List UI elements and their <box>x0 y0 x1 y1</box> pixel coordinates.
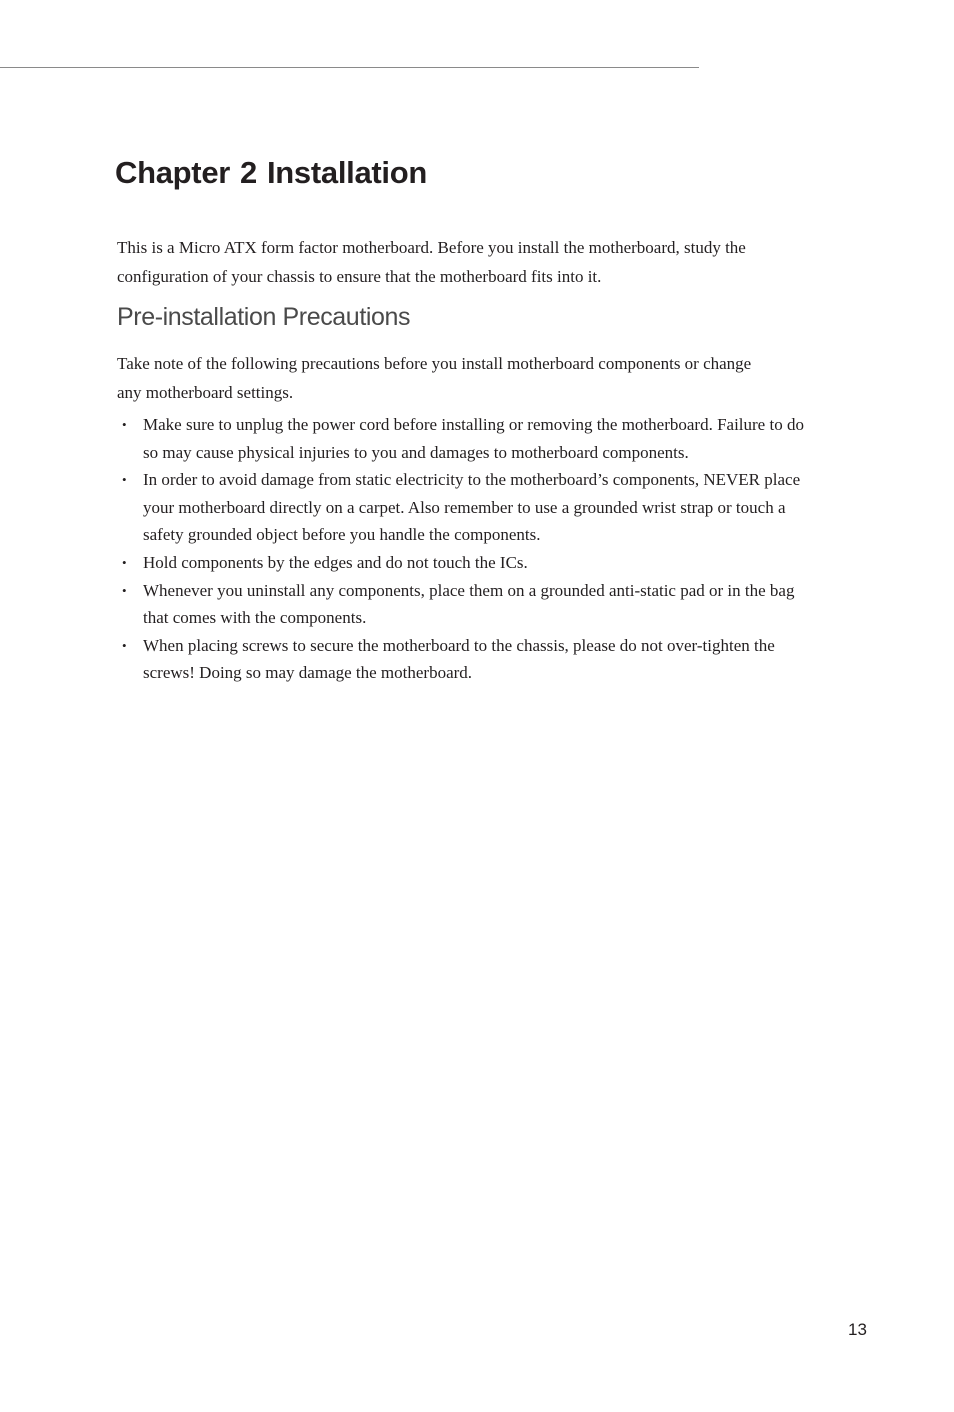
intro-paragraph: This is a Micro ATX form factor motherboard. Before you install the motherboard, study the configuration of your chassis to ensure that the motherboard fits into it. <box>117 238 746 286</box>
list-item <box>117 632 817 687</box>
bullet-icon: • <box>122 637 127 653</box>
bullet-icon: • <box>122 417 127 432</box>
list-item <box>117 411 817 466</box>
section-lead-paragraph: Take note of the following precautions before you install motherboard components or change any motherboard settings. <box>117 354 752 402</box>
header-rule <box>0 67 699 68</box>
list-item-text: In order to avoid damage from static electricity to the motherboard’s components, NEVER place your motherboard directly on a carpet. Also remember to use a grounded wrist strap or touch a safety grounded object before you handle the components. <box>143 470 801 545</box>
section-heading: Pre-installation Precautions <box>117 303 411 331</box>
chapter-number: 2 <box>240 155 257 190</box>
bullet-icon: • <box>122 472 127 488</box>
list-item-text: When placing screws to secure the motherboard to the chassis, please do not over-tighten the screws! Doing so may damage the motherboard. <box>143 635 775 683</box>
page-number: 13 <box>848 1320 867 1339</box>
bullet-icon: • <box>122 582 127 598</box>
list-item-text: Hold components by the edges and do not touch the ICs. <box>143 552 528 572</box>
chapter-name: Installation <box>266 155 428 190</box>
list-item-text: Whenever you uninstall any components, place them on a grounded anti-static pad or in the bag that comes with the components. <box>143 580 795 628</box>
list-item <box>117 466 817 549</box>
precautions-list <box>117 411 817 687</box>
list-item <box>117 577 817 632</box>
bullet-icon: • <box>122 554 127 570</box>
chapter-title <box>115 155 427 191</box>
list-item-text: Make sure to unplug the power cord before installing or removing the motherboard. Failure to do so may cause physical injuries to you and damages to motherboard components. <box>143 415 804 462</box>
chapter-label: Chapter <box>115 155 231 190</box>
list-item <box>117 549 817 577</box>
